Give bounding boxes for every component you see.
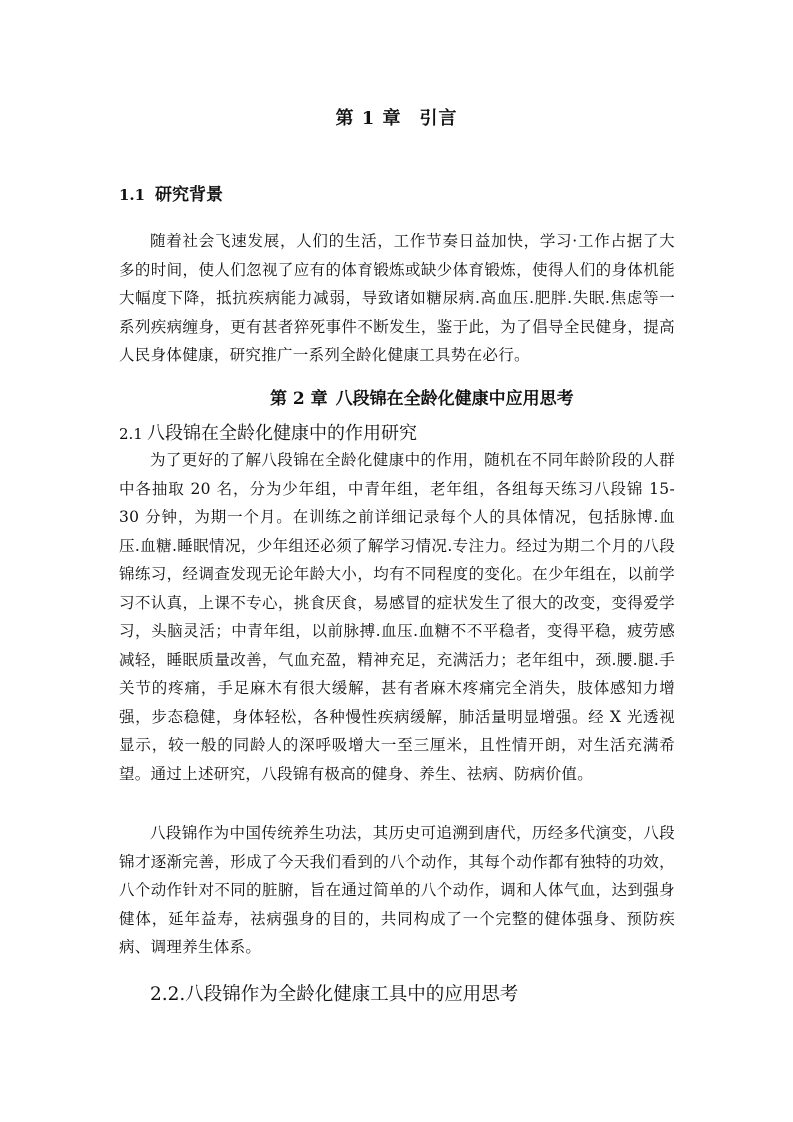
paragraph-study: 为了更好的了解八段锦在全龄化健康中的作用，随机在不同年龄阶段的人群中各抽取 20 名，分为少年组，中青年组，老年组，各组每天练习八段锦 15-30 分钟，为期一个月。在训练之前详细记录每个人的具体情况，包括脉博.血压.血糖.睡眠情况，少年组还必须了解学习情况.专注力。经过为期二个月的八段锦练习，经调查发现无论年龄大小，均有不同程度的变化。在少年组在，以前学习不认真，上课不专心，挑食厌食，易感冒的症状发生了很大的改变，变得爱学习，头脑灵活；中青年组，以前脉搏.血压.血糖不不平稳者，变得平稳，疲劳感减轻，睡眠质量改善，气血充盈，精神充足，充满活力；老年组中，颈.腰.腿.手关节的疼痛，手足麻木有很大缓解，甚有者麻木疼痛完全消失，肢体感知力增强，步态稳健，身体轻松，各种慢性疾病缓解，肺活量明显增强。经 X 光透视显示，较一般的同龄人的深呼吸增大一至三厘米，且性情开朗，对生活充满希望。通过上述研究，八段锦有极高的健身、养生、祛病、防病价值。 xyxy=(119,451,675,783)
paragraph-background: 随着社会飞速发展，人们的生活，工作节奏日益加快，学习·工作占据了大多的时间，使人们忽视了应有的体育锻炼或缺少体育锻炼，使得人们的身体机能大幅度下降，抵抗疾病能力减弱，导致诸如糖尿病.高血压.肥胖.失眠.焦虑等一系列疾病缠身，更有甚者猝死事件不断发生，鉴于此，为了倡导全民健身，提高人民身体健康，研究推广一系列全龄化健康工具势在必行。 xyxy=(119,232,675,364)
chapter-2-heading xyxy=(270,384,574,409)
chapter-2-title: 八段锦在全龄化健康中应用思考 xyxy=(335,389,574,409)
paragraph-history: 八段锦作为中国传统养生功法，其历史可追溯到唐代，历经多代演变，八段锦才逐渐完善，形成了今天我们看到的八个动作，其每个动作都有独特的功效，八个动作针对不同的脏腑，旨在通过简单的八个动作，调和人体气血，达到强身健体，延年益寿，祛病强身的目的，共同构成了一个完整的健体强身、预防疾病、调理养生体系。 xyxy=(119,824,675,956)
section-2-1-heading xyxy=(119,419,417,445)
section-1-1-heading xyxy=(119,180,223,205)
section-1-1-title: 研究背景 xyxy=(155,185,223,205)
chapter-1-number: 第 1 章 xyxy=(335,108,402,129)
section-1-1-number: 1.1 xyxy=(119,186,146,204)
section-2-1-number: 2.1 xyxy=(119,425,143,443)
chapter-1-heading xyxy=(0,104,793,130)
section-2-2-heading: 2.2.八段锦作为全龄化健康工具中的应用思考 xyxy=(150,984,519,1005)
chapter-2-number: 第 2 章 xyxy=(270,389,328,409)
chapter-1-title: 引言 xyxy=(419,108,458,129)
section-2-1-title: 八段锦在全龄化健康中的作用研究 xyxy=(147,423,417,444)
